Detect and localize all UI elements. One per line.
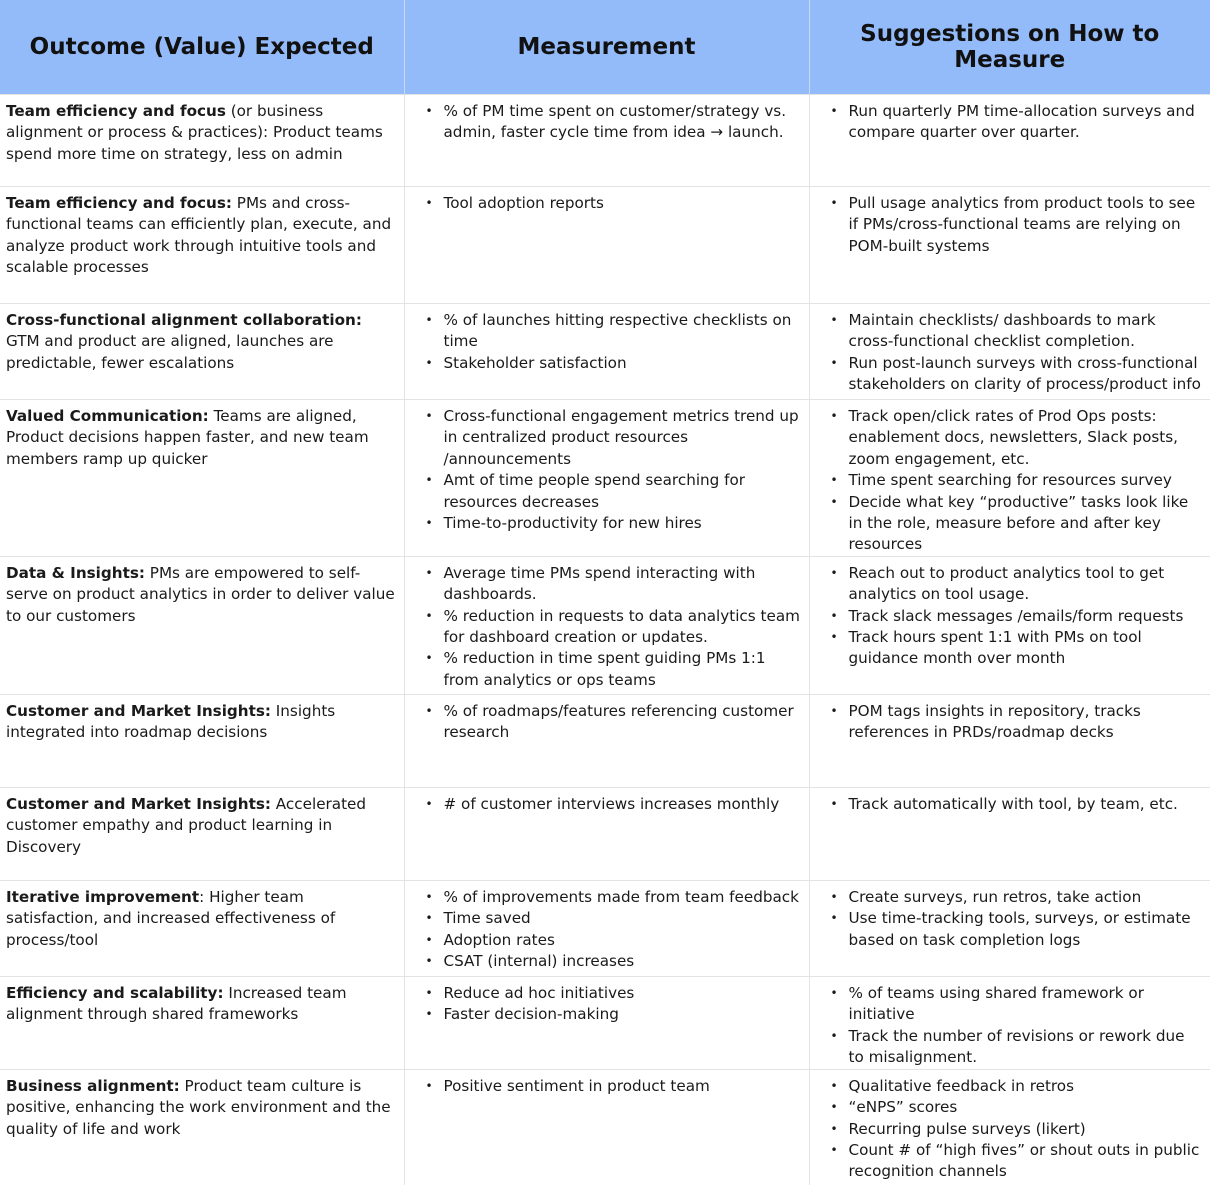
outcome-title: Iterative improvement bbox=[6, 887, 200, 906]
measurement-cell bbox=[404, 787, 809, 880]
measurement-item: • % reduction in time spent guiding PMs 1:1 from analytics or ops teams bbox=[444, 648, 803, 691]
table-row bbox=[0, 880, 1210, 976]
outcome-description: (or business alignment or process & practices): Product teams spend more time on strategy, less on admin bbox=[6, 102, 383, 163]
header-suggestions: Suggestions on How to Measure bbox=[809, 0, 1210, 95]
outcome-cell bbox=[0, 976, 404, 1069]
suggestions-list bbox=[816, 101, 1205, 144]
suggestions-item: • Track automatically with tool, by team, etc. bbox=[849, 794, 1205, 815]
suggestions-item: • Time spent searching for resources survey bbox=[849, 470, 1205, 491]
suggestions-item: • Track hours spent 1:1 with PMs on tool guidance month over month bbox=[849, 627, 1205, 670]
suggestions-item: • Create surveys, run retros, take action bbox=[849, 887, 1205, 908]
suggestions-list bbox=[816, 1076, 1205, 1183]
suggestions-cell bbox=[809, 400, 1210, 557]
measurement-item: • Reduce ad hoc initiatives bbox=[444, 983, 803, 1004]
table-row bbox=[0, 976, 1210, 1069]
measurement-cell bbox=[404, 400, 809, 557]
measurement-cell bbox=[404, 880, 809, 976]
suggestions-item: • POM tags insights in repository, tracks references in PRDs/roadmap decks bbox=[849, 701, 1205, 744]
suggestions-list bbox=[816, 983, 1205, 1069]
outcome-title: Customer and Market Insights: bbox=[6, 794, 271, 813]
suggestions-item: • “eNPS” scores bbox=[849, 1097, 1205, 1118]
measurement-list bbox=[411, 406, 803, 534]
suggestions-list bbox=[816, 310, 1205, 396]
measurement-list bbox=[411, 310, 803, 374]
measurement-list bbox=[411, 101, 803, 144]
measurement-item: • Average time PMs spend interacting with dashboards. bbox=[444, 563, 803, 606]
outcome-cell bbox=[0, 304, 404, 400]
outcome-title: Team efficiency and focus: bbox=[6, 194, 232, 212]
measurement-item: • Faster decision-making bbox=[444, 1004, 803, 1025]
suggestions-cell bbox=[809, 95, 1210, 187]
suggestions-item: • Recurring pulse surveys (likert) bbox=[849, 1119, 1205, 1140]
table-row bbox=[0, 787, 1210, 880]
outcome-description: Accelerated customer empathy and product learning in Discovery bbox=[6, 794, 367, 856]
measurement-item: • Positive sentiment in product team bbox=[444, 1076, 803, 1097]
measurement-item: • # of customer interviews increases monthly bbox=[444, 794, 803, 815]
measurement-cell bbox=[404, 304, 809, 400]
measurement-item: • % reduction in requests to data analytics team for dashboard creation or updates. bbox=[444, 606, 803, 649]
outcome-cell bbox=[0, 694, 404, 787]
outcome-title: Data & Insights: bbox=[6, 563, 145, 582]
measurement-item: • Tool adoption reports bbox=[444, 193, 803, 214]
measurement-cell bbox=[404, 556, 809, 694]
suggestions-item: • Run post-launch surveys with cross-functional stakeholders on clarity of process/product info bbox=[849, 353, 1205, 396]
measurement-item: • CSAT (internal) increases bbox=[444, 951, 803, 972]
measurement-item: • Adoption rates bbox=[444, 930, 803, 951]
table-row bbox=[0, 1069, 1210, 1185]
suggestions-item: • % of teams using shared framework or initiative bbox=[849, 983, 1205, 1026]
suggestions-cell bbox=[809, 787, 1210, 880]
suggestions-item: • Qualitative feedback in retros bbox=[849, 1076, 1205, 1097]
header-measurement: Measurement bbox=[404, 0, 809, 95]
outcome-title: Cross-functional alignment collaboration: bbox=[6, 311, 362, 329]
suggestions-item: • Track the number of revisions or rework due to misalignment. bbox=[849, 1026, 1205, 1069]
measurement-list bbox=[411, 701, 803, 744]
outcome-description: Product team culture is positive, enhancing the work environment and the quality of life and work bbox=[6, 1076, 391, 1138]
measurement-cell bbox=[404, 95, 809, 187]
suggestions-item: • Run quarterly PM time-allocation surveys and compare quarter over quarter. bbox=[849, 101, 1205, 144]
table-row bbox=[0, 95, 1210, 187]
outcome-title: Customer and Market Insights: bbox=[6, 701, 271, 720]
table-row bbox=[0, 556, 1210, 694]
outcome-title: Efficiency and scalability: bbox=[6, 983, 224, 1002]
outcome-cell bbox=[0, 95, 404, 187]
outcome-title: Valued Communication: bbox=[6, 407, 209, 425]
measurement-item: • Time saved bbox=[444, 908, 803, 929]
measurement-list bbox=[411, 794, 803, 815]
suggestions-cell bbox=[809, 976, 1210, 1069]
measurement-list bbox=[411, 193, 803, 214]
measurement-item: • % of launches hitting respective checklists on time bbox=[444, 310, 803, 353]
suggestions-item: • Count # of “high fives” or shout outs in public recognition channels bbox=[849, 1140, 1205, 1183]
suggestions-item: • Track open/click rates of Prod Ops posts: enablement docs, newsletters, Slack posts, zoom engagement, etc. bbox=[849, 406, 1205, 470]
suggestions-list bbox=[816, 701, 1205, 744]
measurement-cell bbox=[404, 187, 809, 304]
suggestions-list bbox=[816, 887, 1205, 951]
table-row bbox=[0, 304, 1210, 400]
suggestions-list bbox=[816, 406, 1205, 556]
suggestions-list bbox=[816, 794, 1205, 815]
measurement-item: • Amt of time people spend searching for resources decreases bbox=[444, 470, 803, 513]
suggestions-item: • Reach out to product analytics tool to get analytics on tool usage. bbox=[849, 563, 1205, 606]
measurement-item: • % of roadmaps/features referencing customer research bbox=[444, 701, 803, 744]
header-row bbox=[0, 0, 1210, 95]
measurement-list bbox=[411, 1076, 803, 1097]
outcome-cell bbox=[0, 1069, 404, 1185]
suggestions-cell bbox=[809, 880, 1210, 976]
suggestions-cell bbox=[809, 304, 1210, 400]
suggestions-cell bbox=[809, 694, 1210, 787]
outcome-description: Insights integrated into roadmap decisions bbox=[6, 701, 336, 742]
measurement-list bbox=[411, 563, 803, 691]
measurement-list bbox=[411, 887, 803, 973]
suggestions-cell bbox=[809, 556, 1210, 694]
outcome-title: Team efficiency and focus bbox=[6, 102, 226, 120]
outcome-description: Increased team alignment through shared frameworks bbox=[6, 983, 347, 1024]
outcome-cell bbox=[0, 400, 404, 557]
suggestions-item: • Decide what key “productive” tasks look like in the role, measure before and after key resources bbox=[849, 492, 1205, 556]
table-row bbox=[0, 694, 1210, 787]
outcome-description: Teams are aligned, Product decisions happen faster, and new team members ramp up quicker bbox=[6, 407, 369, 468]
measurement-item: • Stakeholder satisfaction bbox=[444, 353, 803, 374]
outcome-cell bbox=[0, 556, 404, 694]
suggestions-cell bbox=[809, 1069, 1210, 1185]
measurement-item: • % of PM time spent on customer/strategy vs. admin, faster cycle time from idea → launch. bbox=[444, 101, 803, 144]
suggestions-item: • Track slack messages /emails/form requests bbox=[849, 606, 1205, 627]
suggestions-item: • Pull usage analytics from product tools to see if PMs/cross-functional teams are relying on POM-built systems bbox=[849, 193, 1205, 257]
outcome-title: Business alignment: bbox=[6, 1076, 180, 1095]
table-row bbox=[0, 400, 1210, 557]
suggestions-list bbox=[816, 563, 1205, 670]
suggestions-item: • Maintain checklists/ dashboards to mark cross-functional checklist completion. bbox=[849, 310, 1205, 353]
suggestions-item: • Use time-tracking tools, surveys, or estimate based on task completion logs bbox=[849, 908, 1205, 951]
measurement-cell bbox=[404, 1069, 809, 1185]
outcome-description: : Higher team satisfaction, and increased effectiveness of process/tool bbox=[6, 887, 336, 949]
measurement-item: • Cross-functional engagement metrics trend up in centralized product resources /announcements bbox=[444, 406, 803, 470]
outcome-description: PMs and cross-functional teams can efficiently plan, execute, and analyze product work through intuitive tools and scalable processes bbox=[6, 194, 392, 277]
outcome-cell bbox=[0, 187, 404, 304]
measurement-item: • % of improvements made from team feedback bbox=[444, 887, 803, 908]
outcome-cell bbox=[0, 787, 404, 880]
outcome-description: PMs are empowered to self-serve on product analytics in order to deliver value to our customers bbox=[6, 563, 395, 625]
table-row bbox=[0, 187, 1210, 304]
outcome-cell bbox=[0, 880, 404, 976]
measurement-item: • Time-to-productivity for new hires bbox=[444, 513, 803, 534]
suggestions-list bbox=[816, 193, 1205, 257]
outcome-description: GTM and product are aligned, launches are predictable, fewer escalations bbox=[6, 332, 334, 372]
measurement-cell bbox=[404, 976, 809, 1069]
suggestions-cell bbox=[809, 187, 1210, 304]
header-outcome: Outcome (Value) Expected bbox=[0, 0, 404, 95]
measurement-list bbox=[411, 983, 803, 1026]
measurement-cell bbox=[404, 694, 809, 787]
